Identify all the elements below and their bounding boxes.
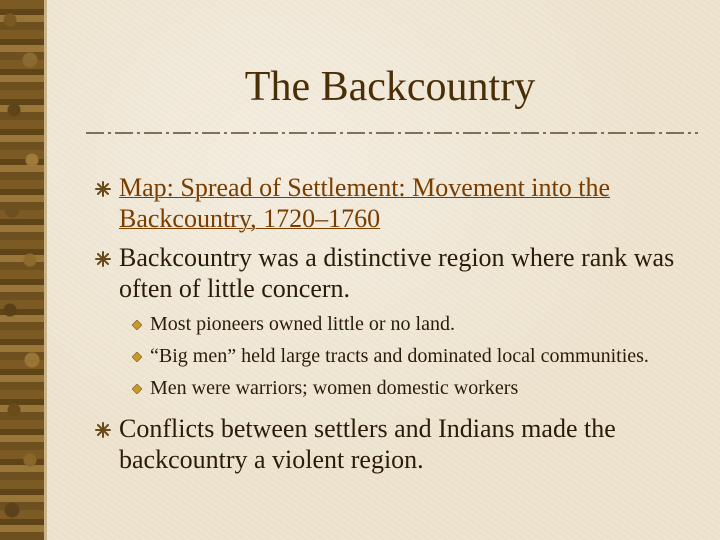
asterisk-star-icon bbox=[95, 251, 111, 267]
bullet-text: Conflicts between settlers and Indians made the backcountry a violent region. bbox=[119, 414, 616, 474]
bullet-text: Backcountry was a distinctive region where rank was often of little concern. bbox=[119, 243, 675, 303]
asterisk-star-icon bbox=[95, 181, 111, 197]
sub-bullet-list bbox=[95, 312, 695, 401]
diamond-icon bbox=[132, 352, 142, 362]
bullet-conflicts bbox=[95, 413, 695, 475]
slide-content bbox=[95, 172, 695, 483]
sub-bullet-text: Men were warriors; women domestic workers bbox=[150, 377, 519, 399]
map-link-text[interactable]: Map: Spread of Settlement: Movement into the Backcountry, 1720–1760 bbox=[119, 173, 611, 233]
sub-bullet-item bbox=[95, 344, 695, 369]
sub-bullet-text: “Big men” held large tracts and dominated local communities. bbox=[150, 345, 649, 367]
diamond-icon bbox=[132, 384, 142, 394]
bullet-map-link[interactable] bbox=[95, 172, 695, 234]
sub-bullet-item bbox=[95, 312, 695, 337]
diamond-icon bbox=[132, 320, 142, 330]
title-divider bbox=[86, 128, 698, 138]
sub-bullet-item bbox=[95, 376, 695, 401]
decorative-left-band bbox=[0, 0, 44, 540]
sub-bullet-text: Most pioneers owned little or no land. bbox=[150, 313, 455, 335]
bullet-backcountry-region bbox=[95, 242, 695, 304]
asterisk-star-icon bbox=[95, 422, 111, 438]
slide-title: The Backcountry bbox=[244, 64, 536, 110]
